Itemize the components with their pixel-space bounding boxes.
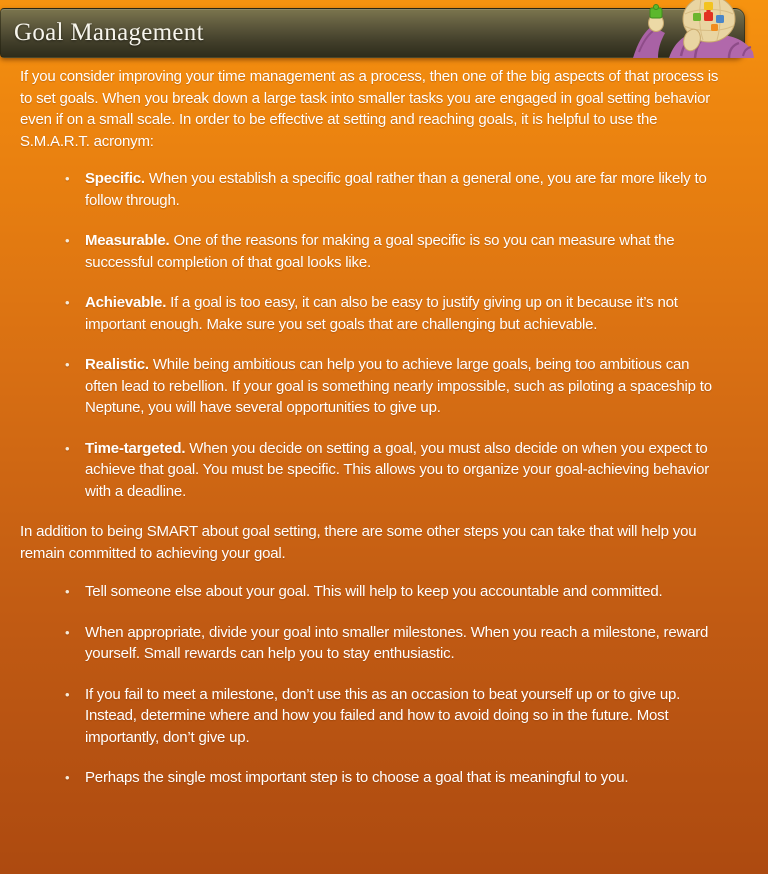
slide-body — [20, 66, 736, 808]
bullet-icon: • — [65, 295, 70, 310]
smart-item-text — [85, 292, 724, 335]
page-title: Goal Management — [14, 19, 204, 46]
smart-term: Realistic. — [85, 356, 149, 373]
smart-item-realistic — [20, 354, 736, 419]
step-item — [20, 684, 736, 749]
smart-item-text — [85, 438, 724, 503]
smart-item-achievable — [20, 292, 736, 335]
bullet-icon: • — [65, 584, 70, 599]
step-item — [20, 622, 736, 665]
step-text: Perhaps the single most important step is to choose a goal that is meaningful to you. — [85, 769, 629, 786]
smart-list — [20, 168, 736, 502]
smart-term: Achievable. — [85, 294, 167, 311]
smart-desc: When you decide on setting a goal, you must also decide on when you expect to achieve that goal. You must be specific. This allows you to organize your goal-achieving behavior with a deadline. — [85, 439, 710, 500]
steps-list — [20, 581, 736, 789]
smart-term: Specific. — [85, 170, 145, 187]
smart-item-text — [85, 230, 724, 273]
smart-item-specific — [20, 168, 736, 211]
bullet-icon: • — [65, 171, 70, 186]
smart-desc: One of the reasons for making a goal specific is so you can measure what the successful completion of that goal looks like. — [85, 232, 675, 271]
smart-item-text — [85, 354, 724, 419]
step-item — [20, 767, 736, 789]
bullet-icon: • — [65, 357, 70, 372]
smart-item-time-targeted — [20, 438, 736, 503]
bullet-icon: • — [65, 440, 70, 456]
smart-term: Time-targeted. — [85, 439, 186, 457]
smart-desc: When you establish a specific goal rather than a general one, you are far more likely to follow through. — [85, 170, 707, 209]
smart-term: Measurable. — [85, 232, 170, 249]
middle-paragraph: In addition to being SMART about goal setting, there are some other steps you can take that will help you remain committed to achieving your goal. — [20, 523, 697, 562]
bullet-icon: • — [65, 624, 70, 640]
step-text: When appropriate, divide your goal into smaller milestones. When you reach a milestone, reward yourself. Small rewards can help you to stay enthusiastic. — [85, 623, 709, 662]
bullet-icon: • — [65, 686, 70, 702]
smart-desc: If a goal is too easy, it can also be easy to justify giving up on it because it’s not important enough. Make sure you set goals that are challenging but achievable. — [85, 294, 678, 333]
step-text: If you fail to meet a milestone, don’t use this as an occasion to beat yourself up or to give up. Instead, determine where and how you failed and how to avoid doing so in the future. Most importantly, don’t give up. — [85, 685, 681, 746]
smart-item-text — [85, 168, 724, 211]
bullet-icon: • — [65, 770, 70, 785]
smart-desc: While being ambitious can help you to achieve large goals, being too ambitious can often lead to rebellion. If your goal is something nearly impossible, such as piloting a spaceship to Neptune, you will have several opportunities to give up. — [85, 356, 712, 416]
bullet-icon: • — [65, 233, 70, 248]
step-item — [20, 581, 736, 603]
puzzle-head-thinker-illustration — [625, 0, 755, 58]
smart-item-measurable — [20, 230, 736, 273]
intro-paragraph: If you consider improving your time management as a process, then one of the big aspects of that process is to set goals. When you break down a large task into smaller tasks you are engaged in goal setting behavior even if on a small scale. In order to be effective at setting and reaching goals, it is helpful to use the S.M.A.R.T. acronym: — [20, 68, 719, 150]
step-text: Tell someone else about your goal. This will help to keep you accountable and committed. — [85, 583, 663, 600]
